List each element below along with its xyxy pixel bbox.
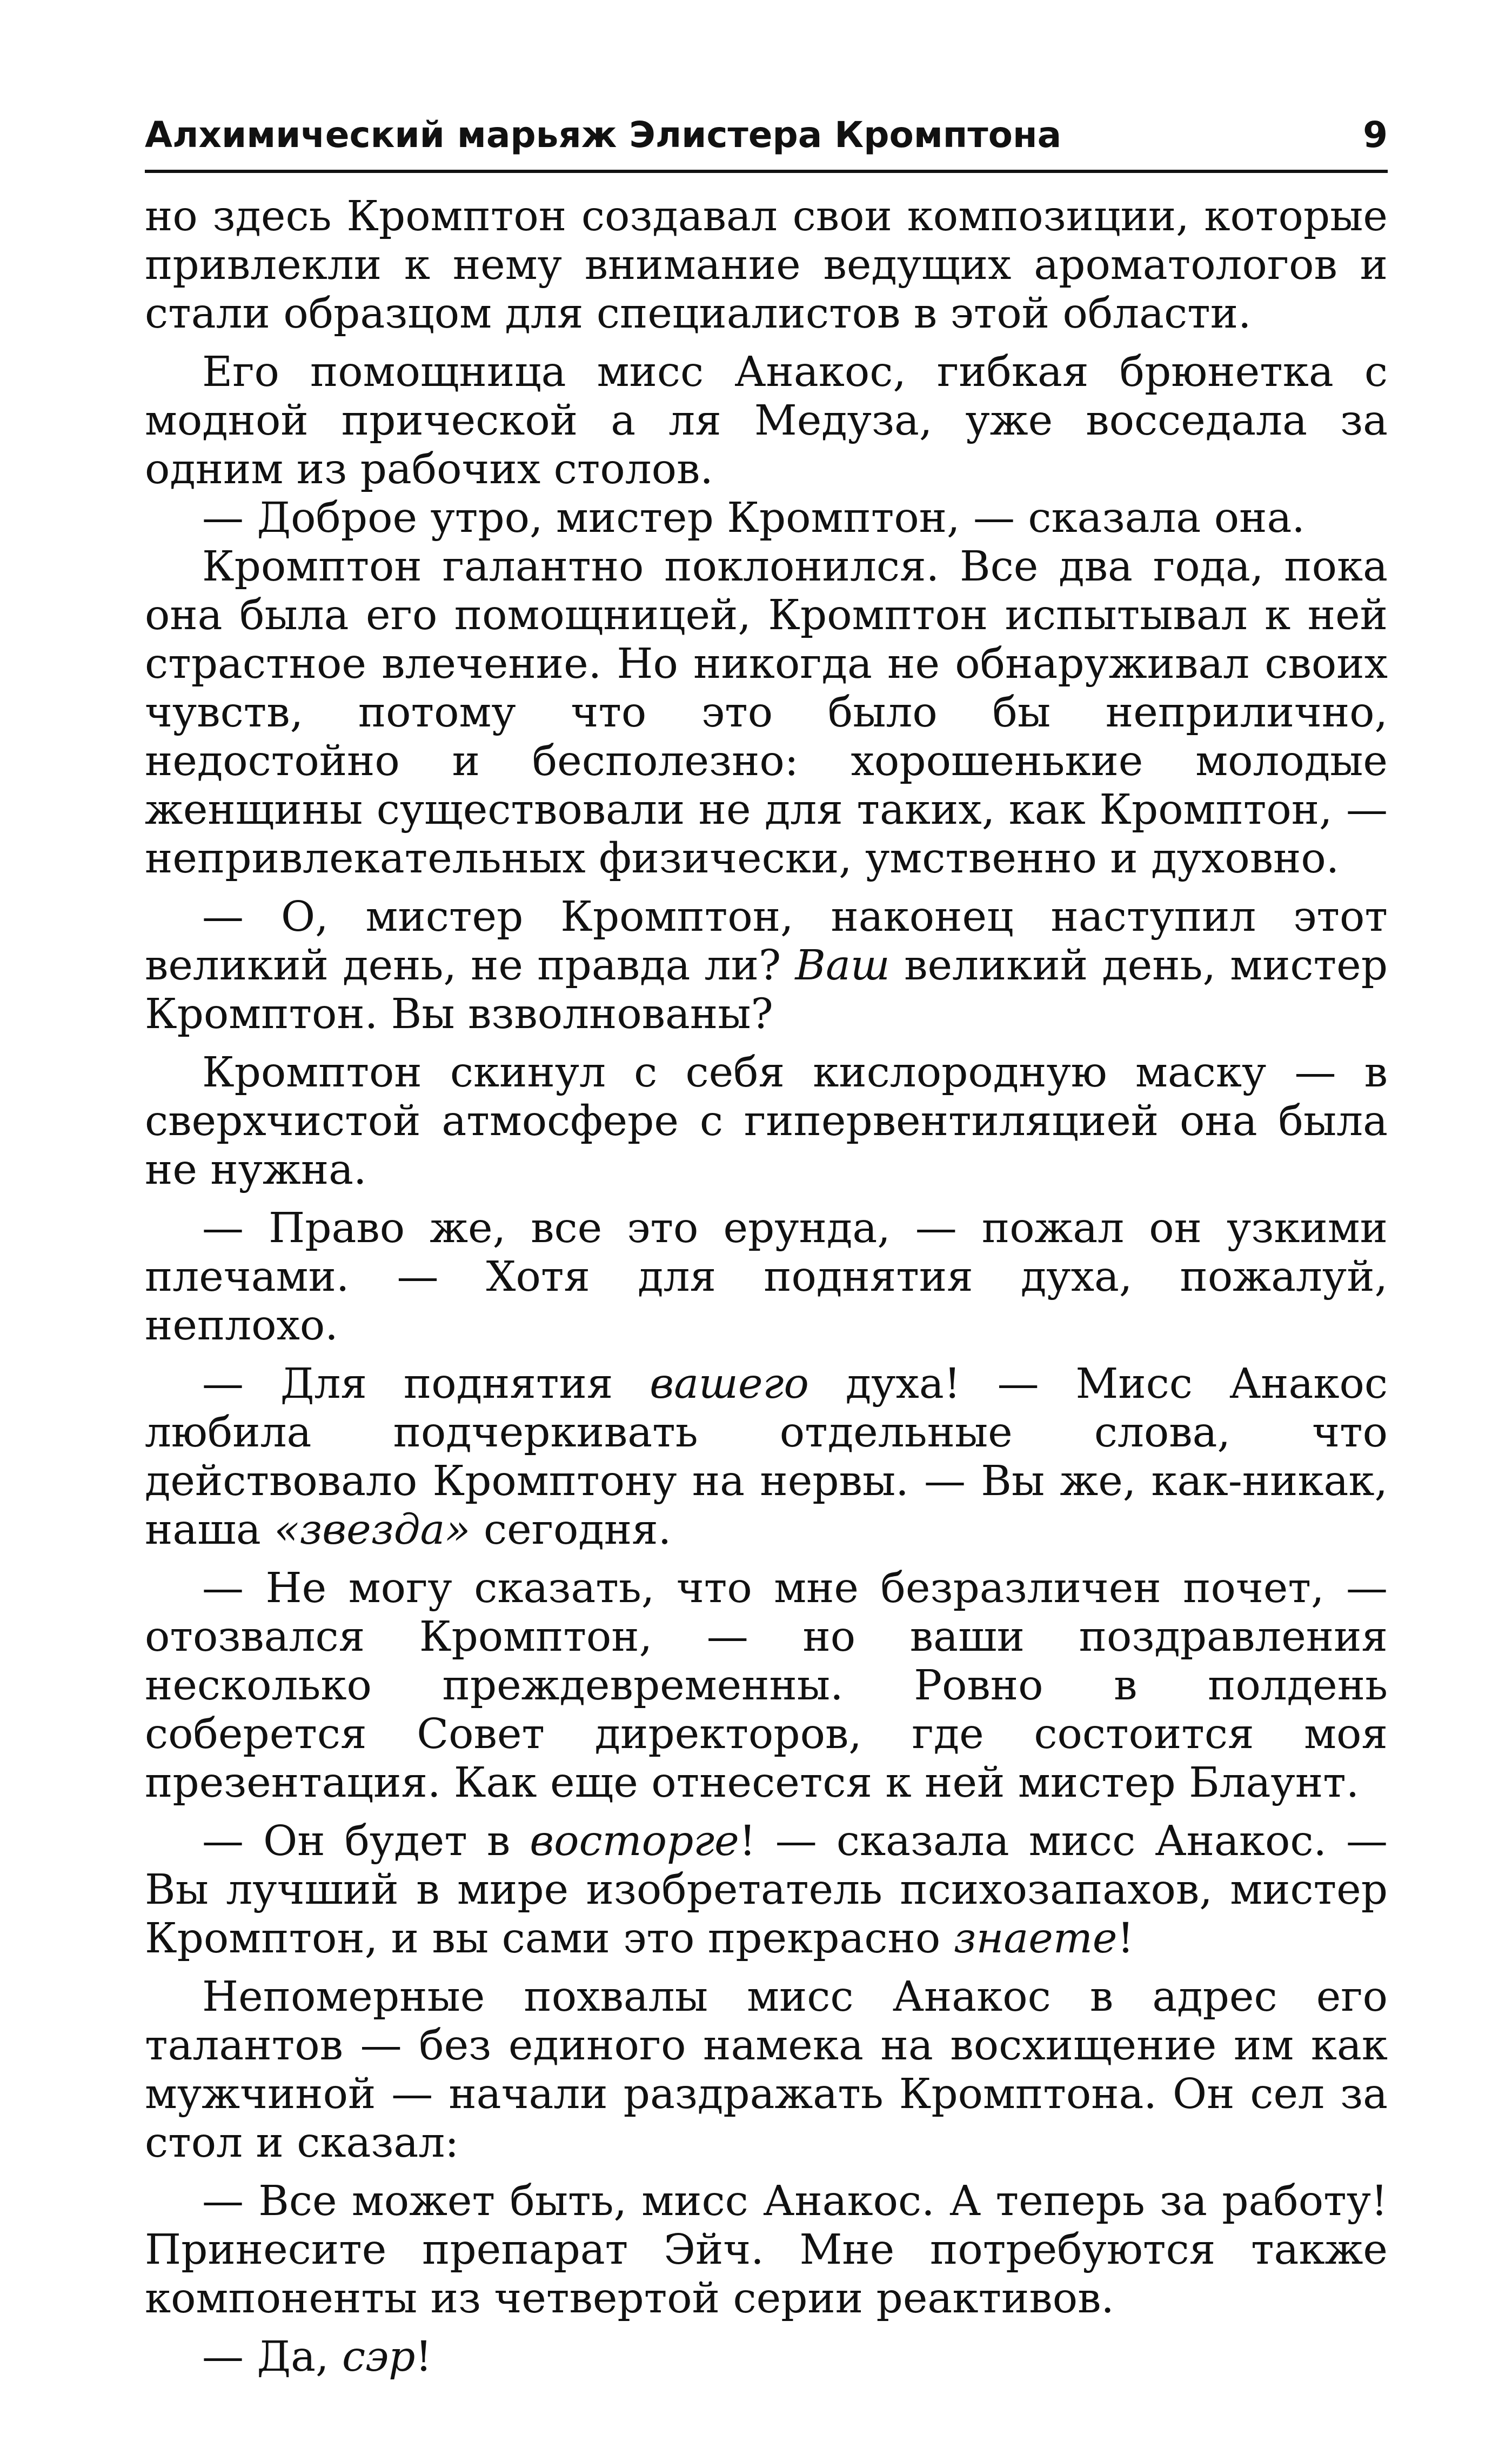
paragraph: [145, 494, 1388, 543]
text-run: — Он будет в: [202, 1817, 530, 1865]
text-run: сегодня.: [470, 1506, 672, 1554]
emphasis: вашего: [650, 1360, 809, 1408]
text-run: Кромптон скинул с себя кислородную маску — в сверхчистой атмосфере с гипервентиляцией она была не нужна.: [145, 1049, 1388, 1194]
text-run: — Все может быть, мисс Анакос. А теперь за работу! Принесите препарат Эйч. Мне потребуются также компоненты из четвертой серии реактивов.: [145, 2177, 1388, 2323]
text-run: !: [415, 2333, 432, 2381]
paragraph: [145, 893, 1388, 1039]
emphasis: восторге: [530, 1817, 739, 1865]
text-run: — Доброе утро, мистер Кромптон, — сказала она.: [202, 494, 1305, 542]
paragraph: [145, 1817, 1388, 1963]
emphasis: «звезда»: [274, 1506, 471, 1554]
text-run: Кромптон галантно поклонился. Все два года, пока она была его помощницей, Кромптон испытывал к ней страстное влечение. Но никогда не обнаруживал своих чувств, потому что это было бы неприлично, недостойно и бесполезно: хорошенькие молодые женщины существовали не для таких, как Кромптон, — непривлекательных физически, умственно и духовно.: [145, 543, 1388, 883]
text-run: ! — сказала мисс Анакос. — Вы лучший в мире изобретатель психозапахов, мистер Кромптон, и вы сами это прекрасно: [145, 1817, 1388, 1963]
paragraph: [145, 2333, 1388, 2382]
text-run: — Не могу сказать, что мне безразличен почет, — отозвался Кромптон, — но ваши поздравления несколько преждевременны. Ровно в полдень соберется Совет директоров, где состоится моя презентация. Как еще отнесется к ней мистер Блаунт.: [145, 1564, 1388, 1807]
emphasis: знаете: [953, 1915, 1118, 1963]
text-run: великий день, мистер Кромптон. Вы взволнованы?: [145, 942, 1388, 1038]
text-run: Непомерные похвалы мисс Анакос в адрес его талантов — без единого намека на восхищение им как мужчиной — начали раздражать Кромптона. Он сел за стол и сказал:: [145, 1973, 1388, 2167]
running-head: [145, 108, 1388, 173]
emphasis: Ваш: [795, 942, 890, 990]
text-run: — Да,: [202, 2333, 342, 2381]
text-run: — О, мистер Кромптон, наконец наступил этот великий день, не правда ли?: [145, 893, 1388, 990]
paragraph: [145, 1973, 1388, 2167]
paragraph: [145, 1564, 1388, 1808]
paragraph: [145, 348, 1388, 494]
text-run: но здесь Кромптон создавал свои композиции, которые привлекли к нему внимание ведущих ароматологов и стали образцом для специалистов в этой области.: [145, 192, 1388, 338]
page-number: 9: [1363, 114, 1388, 156]
text-run: !: [1117, 1915, 1134, 1963]
paragraph: [145, 192, 1388, 338]
paragraph: [145, 1360, 1388, 1555]
text-run: духа! — Мисс Анакос любила подчеркивать отдельные слова, что действовало Кромптону на нервы. — Вы же, как-никак, наша: [145, 1360, 1388, 1554]
paragraph: [145, 2177, 1388, 2323]
emphasis: сэр: [342, 2333, 416, 2381]
book-title: Алхимический марьяж Элистера Кромптона: [145, 114, 1062, 156]
paragraph: [145, 543, 1388, 883]
paragraph: [145, 1049, 1388, 1195]
body-text: [145, 192, 1388, 2382]
book-page: [145, 108, 1388, 2382]
paragraph: [145, 1204, 1388, 1350]
text-run: — Право же, все это ерунда, — пожал он узкими плечами. — Хотя для поднятия духа, пожалуй, неплохо.: [145, 1204, 1388, 1350]
text-run: Его помощница мисс Анакос, гибкая брюнетка с модной прической а ля Медуза, уже восседала за одним из рабочих столов.: [145, 348, 1388, 493]
text-run: — Для поднятия: [202, 1360, 650, 1408]
